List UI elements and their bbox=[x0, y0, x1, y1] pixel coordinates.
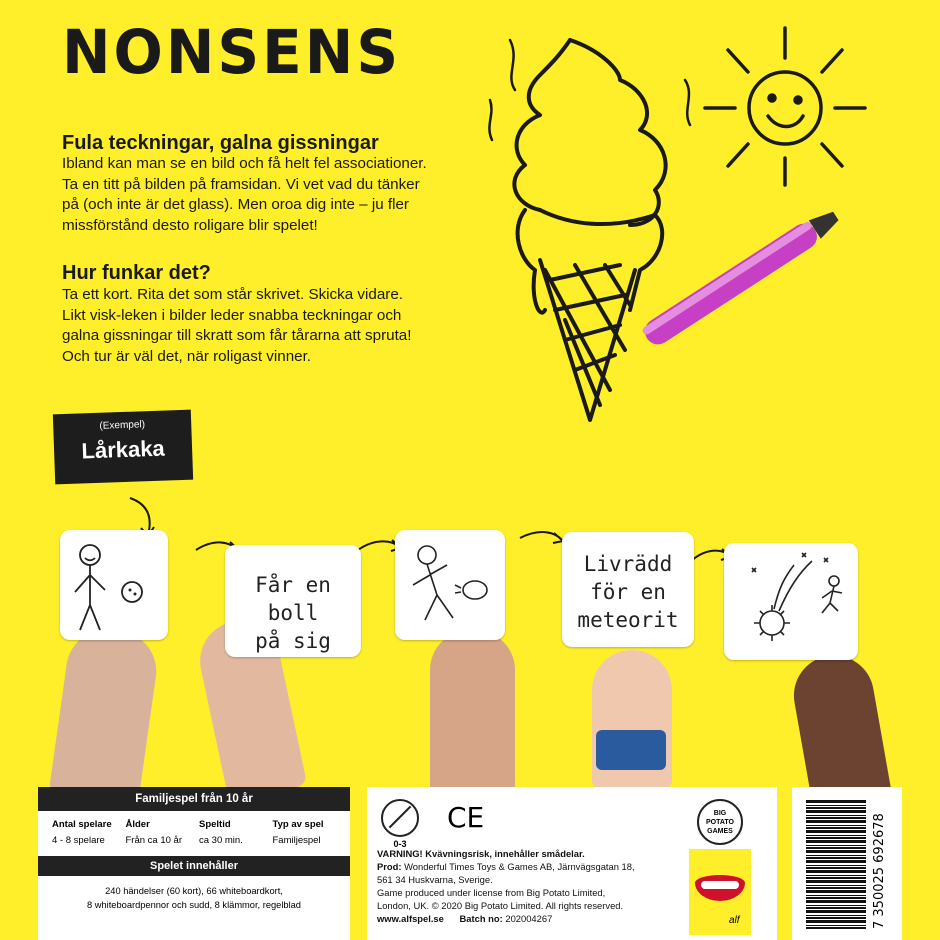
section-heading-1: Fula teckningar, galna gissningar bbox=[62, 132, 379, 154]
hand-1 bbox=[49, 625, 162, 806]
game-info-table bbox=[38, 787, 350, 940]
info-col-value: Från ca 10 år bbox=[125, 835, 182, 846]
meteorite-drawing bbox=[724, 543, 858, 660]
game-title: NONSENS bbox=[62, 16, 402, 88]
prod-label: Prod: bbox=[377, 861, 402, 872]
stick-figure-drawing bbox=[60, 530, 168, 640]
website-link: www.alfspel.se bbox=[377, 913, 444, 924]
warning-text: VARNING! Kvävningsrisk, innehåller smådelar. bbox=[377, 848, 585, 859]
drawing-card-5 bbox=[724, 543, 858, 660]
example-card bbox=[53, 410, 193, 485]
info-col-players bbox=[52, 819, 126, 846]
section-heading-2: Hur funkar det? bbox=[62, 262, 211, 284]
example-label: (Exempel) bbox=[99, 419, 146, 432]
info-col-time bbox=[199, 819, 273, 846]
table-header: Familjespel från 10 år bbox=[38, 787, 350, 811]
prod-line-1: Wonderful Times Toys & Games AB, Järnvägsgatan 18, bbox=[401, 861, 635, 872]
info-col-label: Antal spelare bbox=[52, 819, 112, 830]
info-col-type bbox=[273, 819, 347, 846]
drawing-card-1 bbox=[60, 530, 168, 640]
license-line-2: London, UK. © 2020 Big Potato Limited. All rights reserved. bbox=[377, 900, 624, 911]
info-col-label: Speltid bbox=[199, 819, 231, 830]
prod-line-2: 561 34 Huskvarna, Sverige. bbox=[377, 874, 493, 885]
alf-logo: alf bbox=[689, 849, 751, 935]
drawing-card-3 bbox=[395, 530, 505, 640]
batch-number: 202004267 bbox=[502, 913, 553, 924]
word-card-4 bbox=[562, 532, 694, 647]
info-col-value: Familjespel bbox=[272, 835, 321, 846]
example-word: Lårkaka bbox=[81, 435, 166, 464]
contents-header: Spelet innehåller bbox=[38, 856, 350, 876]
legal-text bbox=[377, 847, 635, 925]
contents-text: 240 händelser (60 kort), 66 whiteboardkort, 8 whiteboardpennor och sudd, 8 klämmor, regelblad bbox=[87, 886, 301, 910]
license-line-1: Game produced under license from Big Potato Limited, bbox=[377, 887, 606, 898]
arrow-4 bbox=[520, 532, 563, 543]
legal-info-panel bbox=[367, 787, 777, 940]
card-4-text: Livrädd för en meteorit bbox=[577, 552, 679, 632]
barcode-bars bbox=[806, 799, 866, 929]
info-col-label: Ålder bbox=[125, 819, 150, 830]
hand-3 bbox=[430, 630, 515, 800]
age-warning-icon: 0-3 bbox=[381, 799, 419, 837]
pen-illustration bbox=[618, 195, 868, 355]
barcode-panel bbox=[792, 787, 902, 940]
info-col-age bbox=[126, 819, 200, 846]
card-2-text: Får en boll på sig bbox=[255, 573, 331, 653]
info-col-label: Typ av spel bbox=[272, 819, 324, 830]
info-col-value: 4 - 8 spelare bbox=[52, 835, 105, 846]
section-body-1: Ibland kan man se en bild och få helt fel associationer. Ta en titt på bilden på framsidan. Vi vet vad du tänker på (och inte är det glass). Men oroa dig inte – ju fler missförstånd desto roligare blir spelet! bbox=[62, 155, 427, 234]
info-col-value: ca 30 min. bbox=[199, 835, 243, 846]
word-card-2 bbox=[225, 545, 361, 657]
ce-mark: CE bbox=[447, 801, 485, 834]
sleeve bbox=[596, 730, 666, 770]
sun-illustration bbox=[700, 20, 870, 190]
bigpotato-logo: BIG POTATO GAMES bbox=[697, 799, 743, 845]
ball-hit-drawing bbox=[395, 530, 505, 640]
section-body-2: Ta ett kort. Rita det som står skrivet. Skicka vidare. Likt visk-leken i bilder leder snabba teckningar och galna gissningar till skratt som får tårarna att spruta! Och tur är väl det, när roligast vinner. bbox=[62, 286, 412, 365]
barcode-number: 7 350025 692678 bbox=[872, 813, 887, 929]
batch-label: Batch no: bbox=[459, 913, 503, 924]
